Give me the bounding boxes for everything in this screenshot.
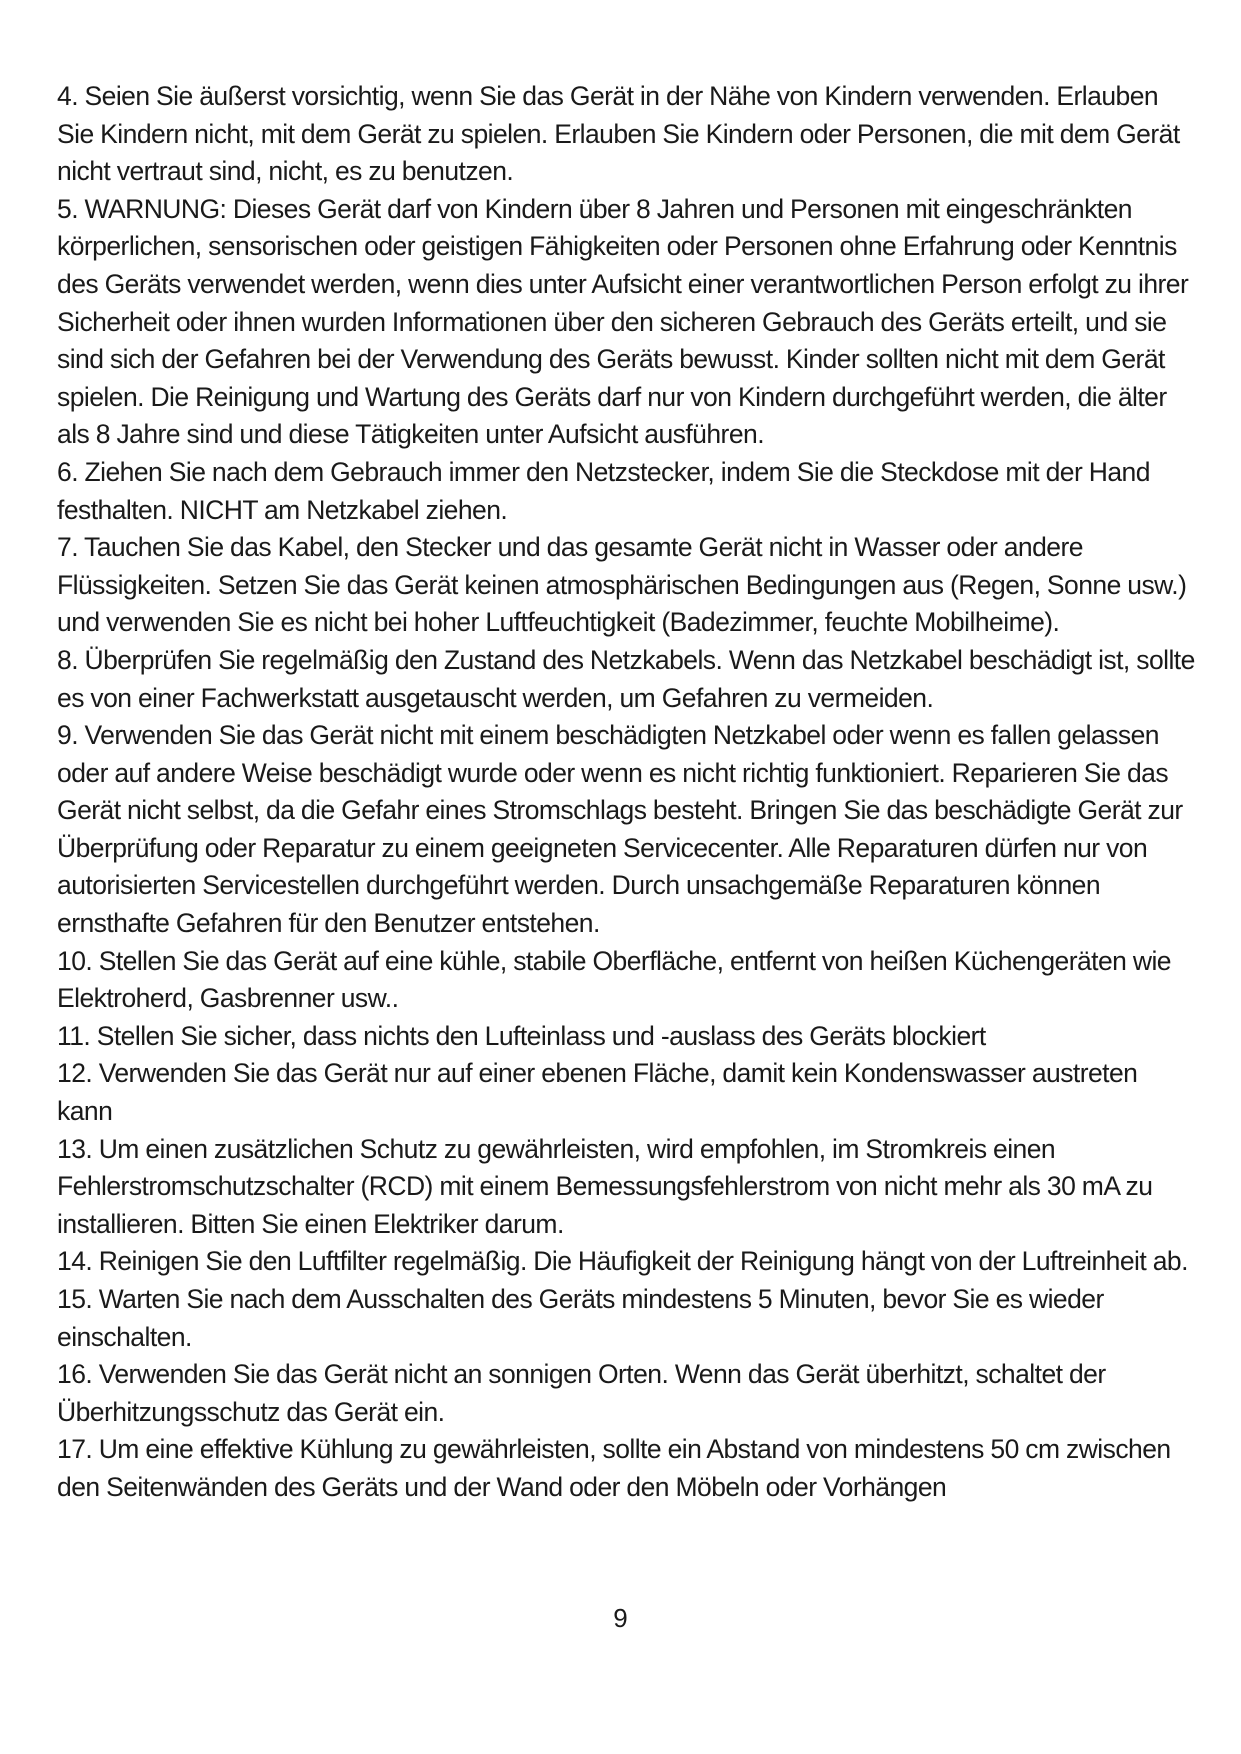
safety-item-13: 13. Um einen zusätzlichen Schutz zu gewährleisten, wird empfohlen, im Stromkreis einen Fehlerstromschutzschalter (RCD) mit einem Bemessungsfehlerstrom von nicht mehr als 30 mA zu installieren. Bitten Sie einen Elektriker darum. — [57, 1133, 1153, 1239]
safety-item-12: 12. Verwenden Sie das Gerät nur auf einer ebenen Fläche, damit kein Kondenswasser austreten kann — [57, 1058, 1138, 1127]
safety-item-10: 10. Stellen Sie das Gerät auf eine kühle, stabile Oberfläche, entfernt von heißen Küchengeräten wie Elektroherd, Gasbrenner usw.. — [57, 945, 1171, 1014]
safety-item-15: 15. Warten Sie nach dem Ausschalten des Geräts mindestens 5 Minuten, bevor Sie es wieder einschalten. — [57, 1284, 1104, 1352]
safety-item-8: 8. Überprüfen Sie regelmäßig den Zustand des Netzkabels. Wenn das Netzkabel beschädigt ist, sollte es von einer Fachwerkstatt ausgetauscht werden, um Gefahren zu vermeiden. — [57, 644, 1195, 713]
safety-item-5: 5. WARNUNG: Dieses Gerät darf von Kindern über 8 Jahren und Personen mit eingeschränkten körperlichen, sensorischen oder geistigen Fähigkeiten oder Personen ohne Erfahrung oder Kenntnis des Geräts verwendet werden, wenn dies unter Aufsicht einer verantwortlichen Person erfolgt zu ihrer Sicherheit oder ihnen wurden Informationen über den sicheren Gebrauch des Geräts erteilt, und sie sind sich der Gefahren bei der Verwendung des Geräts bewusst. Kinder sollten nicht mit dem Gerät spielen. Die Reinigung und Wartung des Geräts darf nur von Kindern durchgeführt werden, die älter als 8 Jahre sind und diese Tätigkeiten unter Aufsicht ausführen. — [57, 193, 1189, 450]
safety-item-4: 4. Seien Sie äußerst vorsichtig, wenn Sie das Gerät in der Nähe von Kindern verwenden. Erlauben Sie Kindern nicht, mit dem Gerät zu spielen. Erlauben Sie Kindern oder Personen, die mit dem Gerät nicht vertraut sind, nicht, es zu benutzen. — [57, 81, 1180, 187]
safety-item-9: 9. Verwenden Sie das Gerät nicht mit einem beschädigten Netzkabel oder wenn es fallen gelassen oder auf andere Weise beschädigt wurde oder wenn es nicht richtig funktioniert. Reparieren Sie das Gerät nicht selbst, da die Gefahr eines Stromschlags besteht. Bringen Sie das beschädigte Gerät zur Überprüfung oder Reparatur zu einem geeigneten Servicecenter. Alle Reparaturen dürfen nur von autorisierten Servicestellen durchgeführt werden. Durch unsachgemäße Reparaturen können ernsthafte Gefahren für den Benutzer entstehen. — [57, 720, 1183, 939]
safety-item-7: 7. Tauchen Sie das Kabel, den Stecker und das gesamte Gerät nicht in Wasser oder andere Flüssigkeiten. Setzen Sie das Gerät keinen atmosphärischen Bedingungen aus (Regen, Sonne usw.) und verwenden Sie es nicht bei hoher Luftfeuchtigkeit (Badezimmer, feuchte Mobilheime). — [57, 532, 1187, 638]
safety-item-6: 6. Ziehen Sie nach dem Gebrauch immer den Netzstecker, indem Sie die Steckdose mit der Hand festhalten. NICHT am Netzkabel ziehen. — [57, 456, 1150, 525]
document-body — [57, 78, 1197, 1507]
page-number: 9 — [613, 1603, 628, 1633]
safety-item-14: 14. Reinigen Sie den Luftfilter regelmäßig. Die Häufigkeit der Reinigung hängt von der Luftreinheit ab. — [57, 1246, 1188, 1277]
safety-item-16: 16. Verwenden Sie das Gerät nicht an sonnigen Orten. Wenn das Gerät überhitzt, schaltet der Überhitzungsschutz das Gerät ein. — [57, 1359, 1106, 1427]
safety-item-11: 11. Stellen Sie sicher, dass nichts den Lufteinlass und -auslass des Geräts blockiert — [57, 1020, 986, 1051]
safety-item-17: 17. Um eine effektive Kühlung zu gewährleisten, sollte ein Abstand von mindestens 50 cm zwischen den Seitenwänden des Geräts und der Wand oder den Möbeln oder Vorhängen — [57, 1434, 1171, 1502]
